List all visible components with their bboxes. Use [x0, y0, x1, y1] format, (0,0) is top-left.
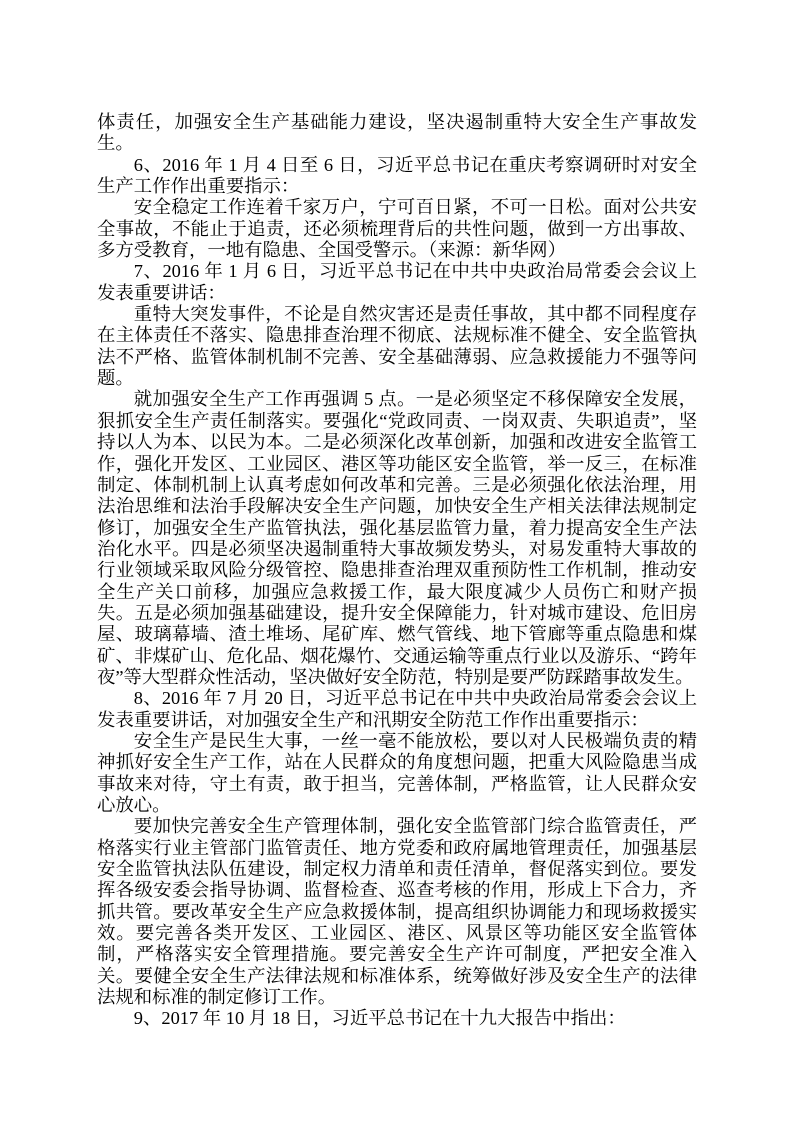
paragraph: 就加强安全生产工作再强调 5 点。一是必须坚定不移保障安全发展，狠抓安全生产责任制落实。要强化“党政同责、一岗双责、失职追责”，坚持以人为本、以民为本。二是必须深化改革创新，加强和改进安全监管工作，强化开发区、工业园区、港区等功能区安全监管，举一反三，在标准制定、体制机制上认真考虑如何改革和完善。三是必须强化依法治理，用法治思维和法治手段解决安全生产问题，加快安全生产相关法律法规制定修订，加强安全生产监管执法，强化基层监管力量，着力提高安全生产法治化水平。四是必须坚决遏制重特大事故频发势头，对易发重特大事故的行业领域采取风险分级管控、隐患排查治理双重预防性工作机制，推动安全生产关口前移，加强应急救援工作，最大限度减少人员伤亡和财产损失。五是必须加强基础建设，提升安全保障能力，针对城市建设、危旧房屋、玻璃幕墙、渣土堆场、尾矿库、燃气管线、地下管廊等重点隐患和煤矿、非煤矿山、危化品、烟花爆竹、交通运输等重点行业以及游乐、“跨年夜”等大型群众性活动，坚决做好安全防范，特别是要严防踩踏事故发生。 [97, 389, 697, 687]
document-text-block [97, 112, 697, 1030]
paragraph: 体责任，加强安全生产基础能力建设，坚决遏制重特大安全生产事故发生。 [97, 112, 697, 154]
paragraph: 7、2016 年 1 月 6 日，习近平总书记在中共中央政治局常委会会议上发表重要讲话： [97, 261, 697, 303]
paragraph: 8、2016 年 7 月 20 日，习近平总书记在中共中央政治局常委会会议上发表重要讲话，对加强安全生产和汛期安全防范工作作出重要指示： [97, 688, 697, 730]
paragraph: 9、2017 年 10 月 18 日，习近平总书记在十九大报告中指出： [133, 1008, 626, 1029]
paragraph: 重特大突发事件，不论是自然灾害还是责任事故，其中都不同程度存在主体责任不落实、隐患排查治理不彻底、法规标准不健全、安全监管执法不严格、监管体制机制不完善、安全基础薄弱、应急救援能力不强等问题。 [97, 304, 697, 389]
paragraph: 安全稳定工作连着千家万户，宁可百日紧，不可一日松。面对公共安全事故，不能止于追责，还必须梳理背后的共性问题，做到一方出事故、多方受教育，一地有隐患、全国受警示。（来源：新华网） [97, 197, 697, 261]
paragraph: 要加快完善安全生产管理体制，强化安全监管部门综合监管责任，严格落实行业主管部门监管责任、地方党委和政府属地管理责任，加强基层安全监管执法队伍建设，制定权力清单和责任清单，督促落实到位。要发挥各级安委会指导协调、监督检查、巡查考核的作用，形成上下合力，齐抓共管。要改革安全生产应急救援体制，提高组织协调能力和现场救援实效。要完善各类开发区、工业园区、港区、风景区等功能区安全监管体制，严格落实安全管理措施。要完善安全生产许可制度，严把安全准入关。要健全安全生产法律法规和标准体系，统筹做好涉及安全生产的法律法规和标准的制定修订工作。 [97, 816, 697, 1008]
paragraph: 安全生产是民生大事，一丝一毫不能放松，要以对人民极端负责的精神抓好安全生产工作，站在人民群众的角度想问题，把重大风险隐患当成事故来对待，守土有责，敢于担当，完善体制，严格监管，让人民群众安心放心。 [97, 730, 697, 815]
paragraph: 6、2016 年 1 月 4 日至 6 日，习近平总书记在重庆考察调研时对安全生产工作作出重要指示： [97, 154, 697, 197]
